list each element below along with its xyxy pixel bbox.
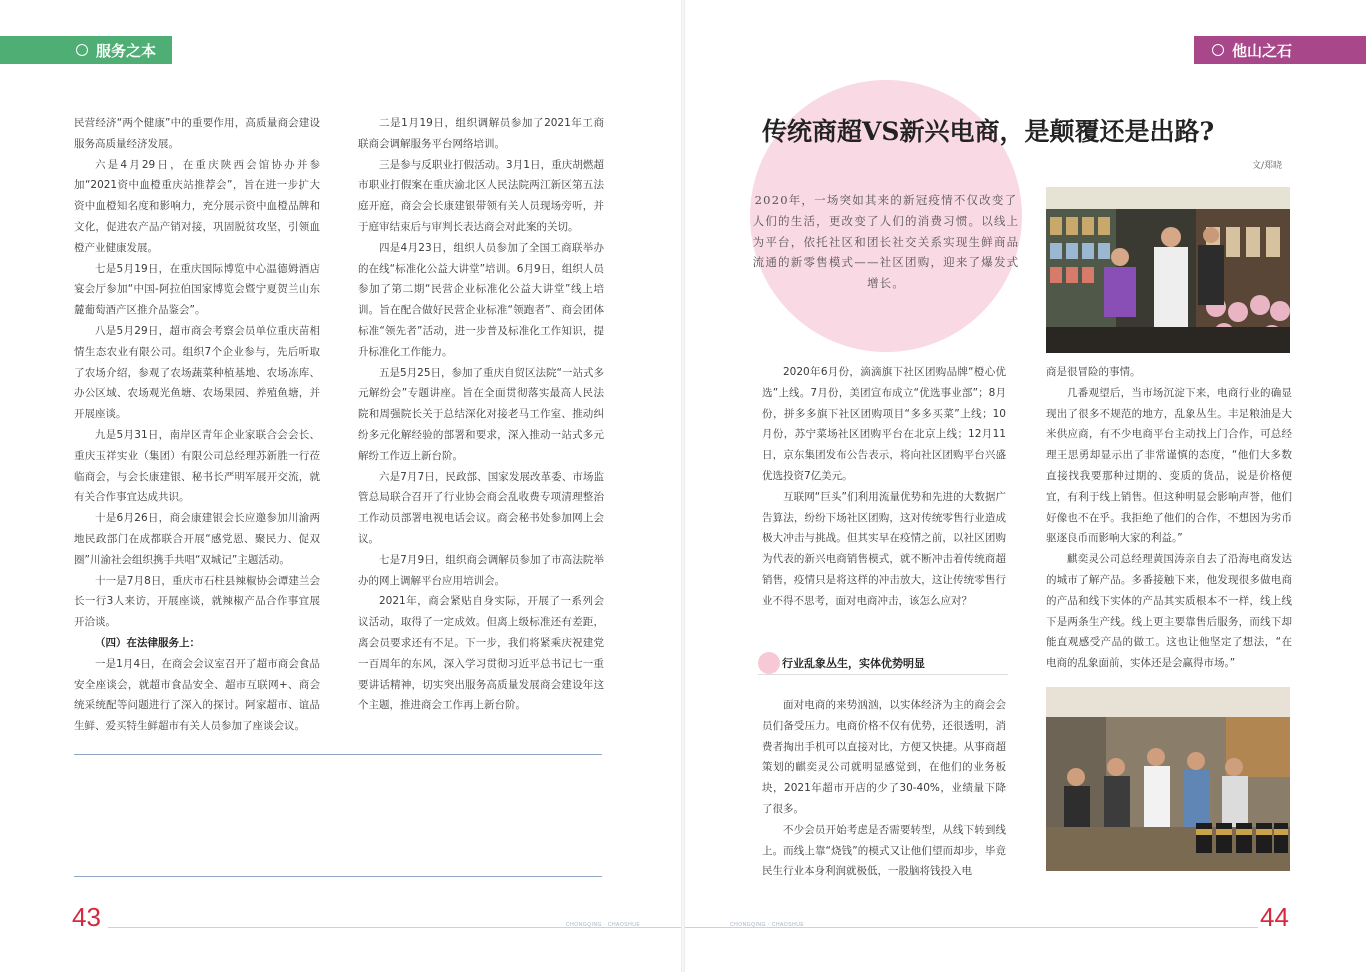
section-tab-label: 服务之本 [96, 41, 157, 60]
left-page-column-1 [74, 113, 320, 737]
section-tab-right [1194, 36, 1366, 64]
paragraph: 不少会员开始考虑是否需要转型，从线下转到线上。而线上靠“烧钱”的模式又让他们望而却步，毕竟民生行业本身利润就极低，一股脑将钱投入电 [762, 823, 1006, 878]
paragraph: 九是5月31日，南岸区青年企业家联合会会长、重庆玉祥实业（集团）有限公司总经理苏新胜一行莅临商会，与会长康建银、秘书长严明军展开交流，就有关合作事宜达成共识。 [74, 428, 320, 504]
divider-line [74, 754, 602, 755]
paragraph: 麒奕灵公司总经理黄国涛亲自去了沿海电商发达的城市了解产品。多番接触下来，他发现很多做电商的产品和线下实体的产品其实质根本不一样，线上线下是两条生产线。线上更主要靠售后服务，而线下却能直观感受产品的做工。这也让他坚定了想法，“在电商的乱象面前，实体还是会赢得市场。” [1046, 553, 1292, 670]
supermarket-photo-1 [1046, 187, 1290, 353]
paragraph: 一是1月4日，在商会会议室召开了超市商会食品安全座谈会，就超市食品安全、超市互联网+、商会统采统配等问题进行了深入的探讨。阿家超市、谊品生鲜、爱买特生鲜超市有关人员参加了座谈会议。 [74, 657, 320, 733]
article-byline: 文/郑晓 [1252, 161, 1283, 171]
paragraph: 民营经济“两个健康”中的重要作用，高质量商会建设服务高质量经济发展。 [74, 117, 320, 150]
supermarket-photo-2 [1046, 687, 1290, 871]
paragraph: 七是7月9日，组织商会调解员参加了市高法院举办的网上调解平台应用培训会。 [358, 553, 604, 587]
article-subheading [758, 652, 925, 674]
page-number-left: 43 [72, 902, 101, 932]
left-page-column-2 [358, 113, 604, 716]
page-number-right: 44 [1260, 902, 1289, 932]
article-subheading-text: 行业乱象丛生，实体优势明显 [782, 657, 925, 670]
pink-dot-icon [758, 652, 780, 674]
running-footer-right: CHONGQING · CHAOSHUE [730, 922, 805, 928]
circle-icon [76, 44, 88, 56]
section-tab-left [0, 36, 172, 64]
paragraph: 商是很冒险的事情。 [1046, 366, 1141, 378]
paragraph: 2021年，商会紧贴自身实际，开展了一系列会议活动，取得了一定成效。但离上级标准还有差距，离会员要求还有不足。下一步，我们将紧乘庆祝建党一百周年的东风，深入学习贯彻习近平总书记七一重要讲话精神，切实突出服务高质量发展商会建设年这个主题，推进商会工作再上新台阶。 [358, 595, 604, 712]
paragraph: 四是4月23日，组织人员参加了全国工商联举办的在线“标准化公益大讲堂”培训。6月9日，组织人员参加了第二期“民营企业标准化公益大讲堂”线上培训。旨在配合做好民营企业标准“领跑者”、商会团体标准“领先者”活动，进一步普及标准化工作知识，提升标准化工作能力。 [358, 241, 604, 358]
article-lead: 2020年，一场突如其来的新冠疫情不仅改变了人们的生活，更改变了人们的消费习惯。以线上为平台，依托社区和团长社交关系实现生鲜商品流通的新零售模式——社区团购，迎来了爆发式增长。 [752, 193, 1020, 291]
paragraph: 十一是7月8日，重庆市石柱县辣椒协会谭建兰会长一行3人来访，开展座谈，就辣椒产品合作事宜展开洽谈。 [74, 574, 320, 629]
paragraph: 五是5月25日，参加了重庆自贸区法院“一站式多元解纷会”专题讲座。旨在全面贯彻落实最高人民法院和周强院长关于总结深化对接老马工作室、推动纠纷多元化解经验的部署和要求，深入推动一站式多元解纷工作迈上新台阶。 [358, 366, 604, 462]
paragraph: 2020年6月份，滴滴旗下社区团购品牌“橙心优选”上线。7月份，美团宣布成立“优选事业部”；8月份，拼多多旗下社区团购项目“多多买菜”上线；10月份，苏宁菜场社区团购平台在北京上线；12月11日，京东集团发布公告表示，将向社区团购平台兴盛优选投资7亿美元。 [762, 366, 1006, 482]
article-title: 传统商超VS新兴电商，是颠覆还是出路? [762, 117, 1215, 146]
paragraph: 二是1月19日，组织调解员参加了2021年工商联商会调解服务平台网络培训。 [358, 117, 604, 150]
right-page-column-1-bottom [762, 695, 1006, 882]
right-page-column-2 [1046, 362, 1292, 674]
right-page-column-1-top [762, 362, 1006, 612]
paragraph: 八是5月29日，超市商会考察会员单位重庆苗相情生态农业有限公司。组织7个企业参与，先后听取了农场介绍，参观了农场蔬菜种植基地、农场冻库、办公区域、农场观光鱼塘、农场果园、养殖鱼塘，并开展座谈。 [74, 324, 320, 421]
paragraph: 几番观望后，当市场沉淀下来，电商行业的确显现出了很多不规范的地方，乱象丛生。丰足粮油是大米供应商，有不少电商平台主动找上门合作，可总经理王思勇却显示出了非常谨慎的态度，“他们大多数直接找我要那种过期的、变质的货品，说是价格便宜，有利于线上销售。但这种明显会影响声誉，他们好像也不在乎。我拒绝了他们的合作，不想因为劣币驱逐良币而影响大家的利益。” [1046, 386, 1292, 545]
subheading-underline [758, 674, 1008, 675]
paragraph: 六是7月7日，民政部、国家发展改革委、市场监管总局联合召开了行业协会商会乱收费专项清理整治工作动员部署电视电话会议。商会秘书处参加网上会议。 [358, 470, 604, 545]
section-tab-label: 他山之石 [1232, 41, 1293, 60]
divider-line [74, 876, 602, 877]
paragraph: 三是参与反职业打假活动。3月1日，重庆胡燃超市职业打假案在重庆渝北区人民法院两江新区第五法庭开庭，商会会长康建银带领有关人员现场旁听，并于庭审结束后与审判长表达商会对此案的关切。 [358, 158, 604, 233]
circle-icon [1212, 44, 1224, 56]
paragraph: 互联网“巨头”们利用流量优势和先进的大数据广告算法，纷纷下场社区团购，这对传统零售行业造成极大冲击与挑战。但其实早在疫情之前，以社区团购为代表的新兴电商销售模式，就不断冲击着传统商超销售，疫情只是将这样的冲击放大，这让传统零售行业不得不思考，面对电商冲击，该怎么应对？ [762, 490, 1006, 607]
paragraph: 十是6月26日，商会康建银会长应邀参加川渝两地民政部门在成都联合开展“感党恩、聚民力、促双圈”川渝社会组织携手共唱“双城记”主题活动。 [74, 512, 320, 566]
running-footer-left: CHONGQING · CHAOSHUE [566, 922, 641, 928]
page-spine [681, 0, 685, 972]
paragraph: 七是5月19日，在重庆国际博览中心温德姆酒店宴会厅参加“中国-阿拉伯国家博览会暨宁夏贺兰山东麓葡萄酒产区推介品鉴会”。 [74, 262, 320, 317]
paragraph: 六是4月29日，在重庆陕西会馆协办并参加“2021资中血橙重庆站推荐会”，旨在进一步扩大资中血橙知名度和影响力，充分展示资中血橙品牌和文化，促进农产品产销对接，巩固脱贫攻坚，引领血橙产业健康发展。 [74, 158, 320, 254]
paragraph: 面对电商的来势汹汹，以实体经济为主的商会会员们备受压力。电商价格不仅有优势，还很透明，消费者掏出手机可以直接对比，方便又快捷。从事商超策划的麒奕灵公司就明显感觉到，在他们的业务板块，2021年超市开店的少了30-40%，业绩量下降了很多。 [762, 699, 1006, 815]
section-subheading: （四）在法律服务上： [95, 636, 200, 649]
